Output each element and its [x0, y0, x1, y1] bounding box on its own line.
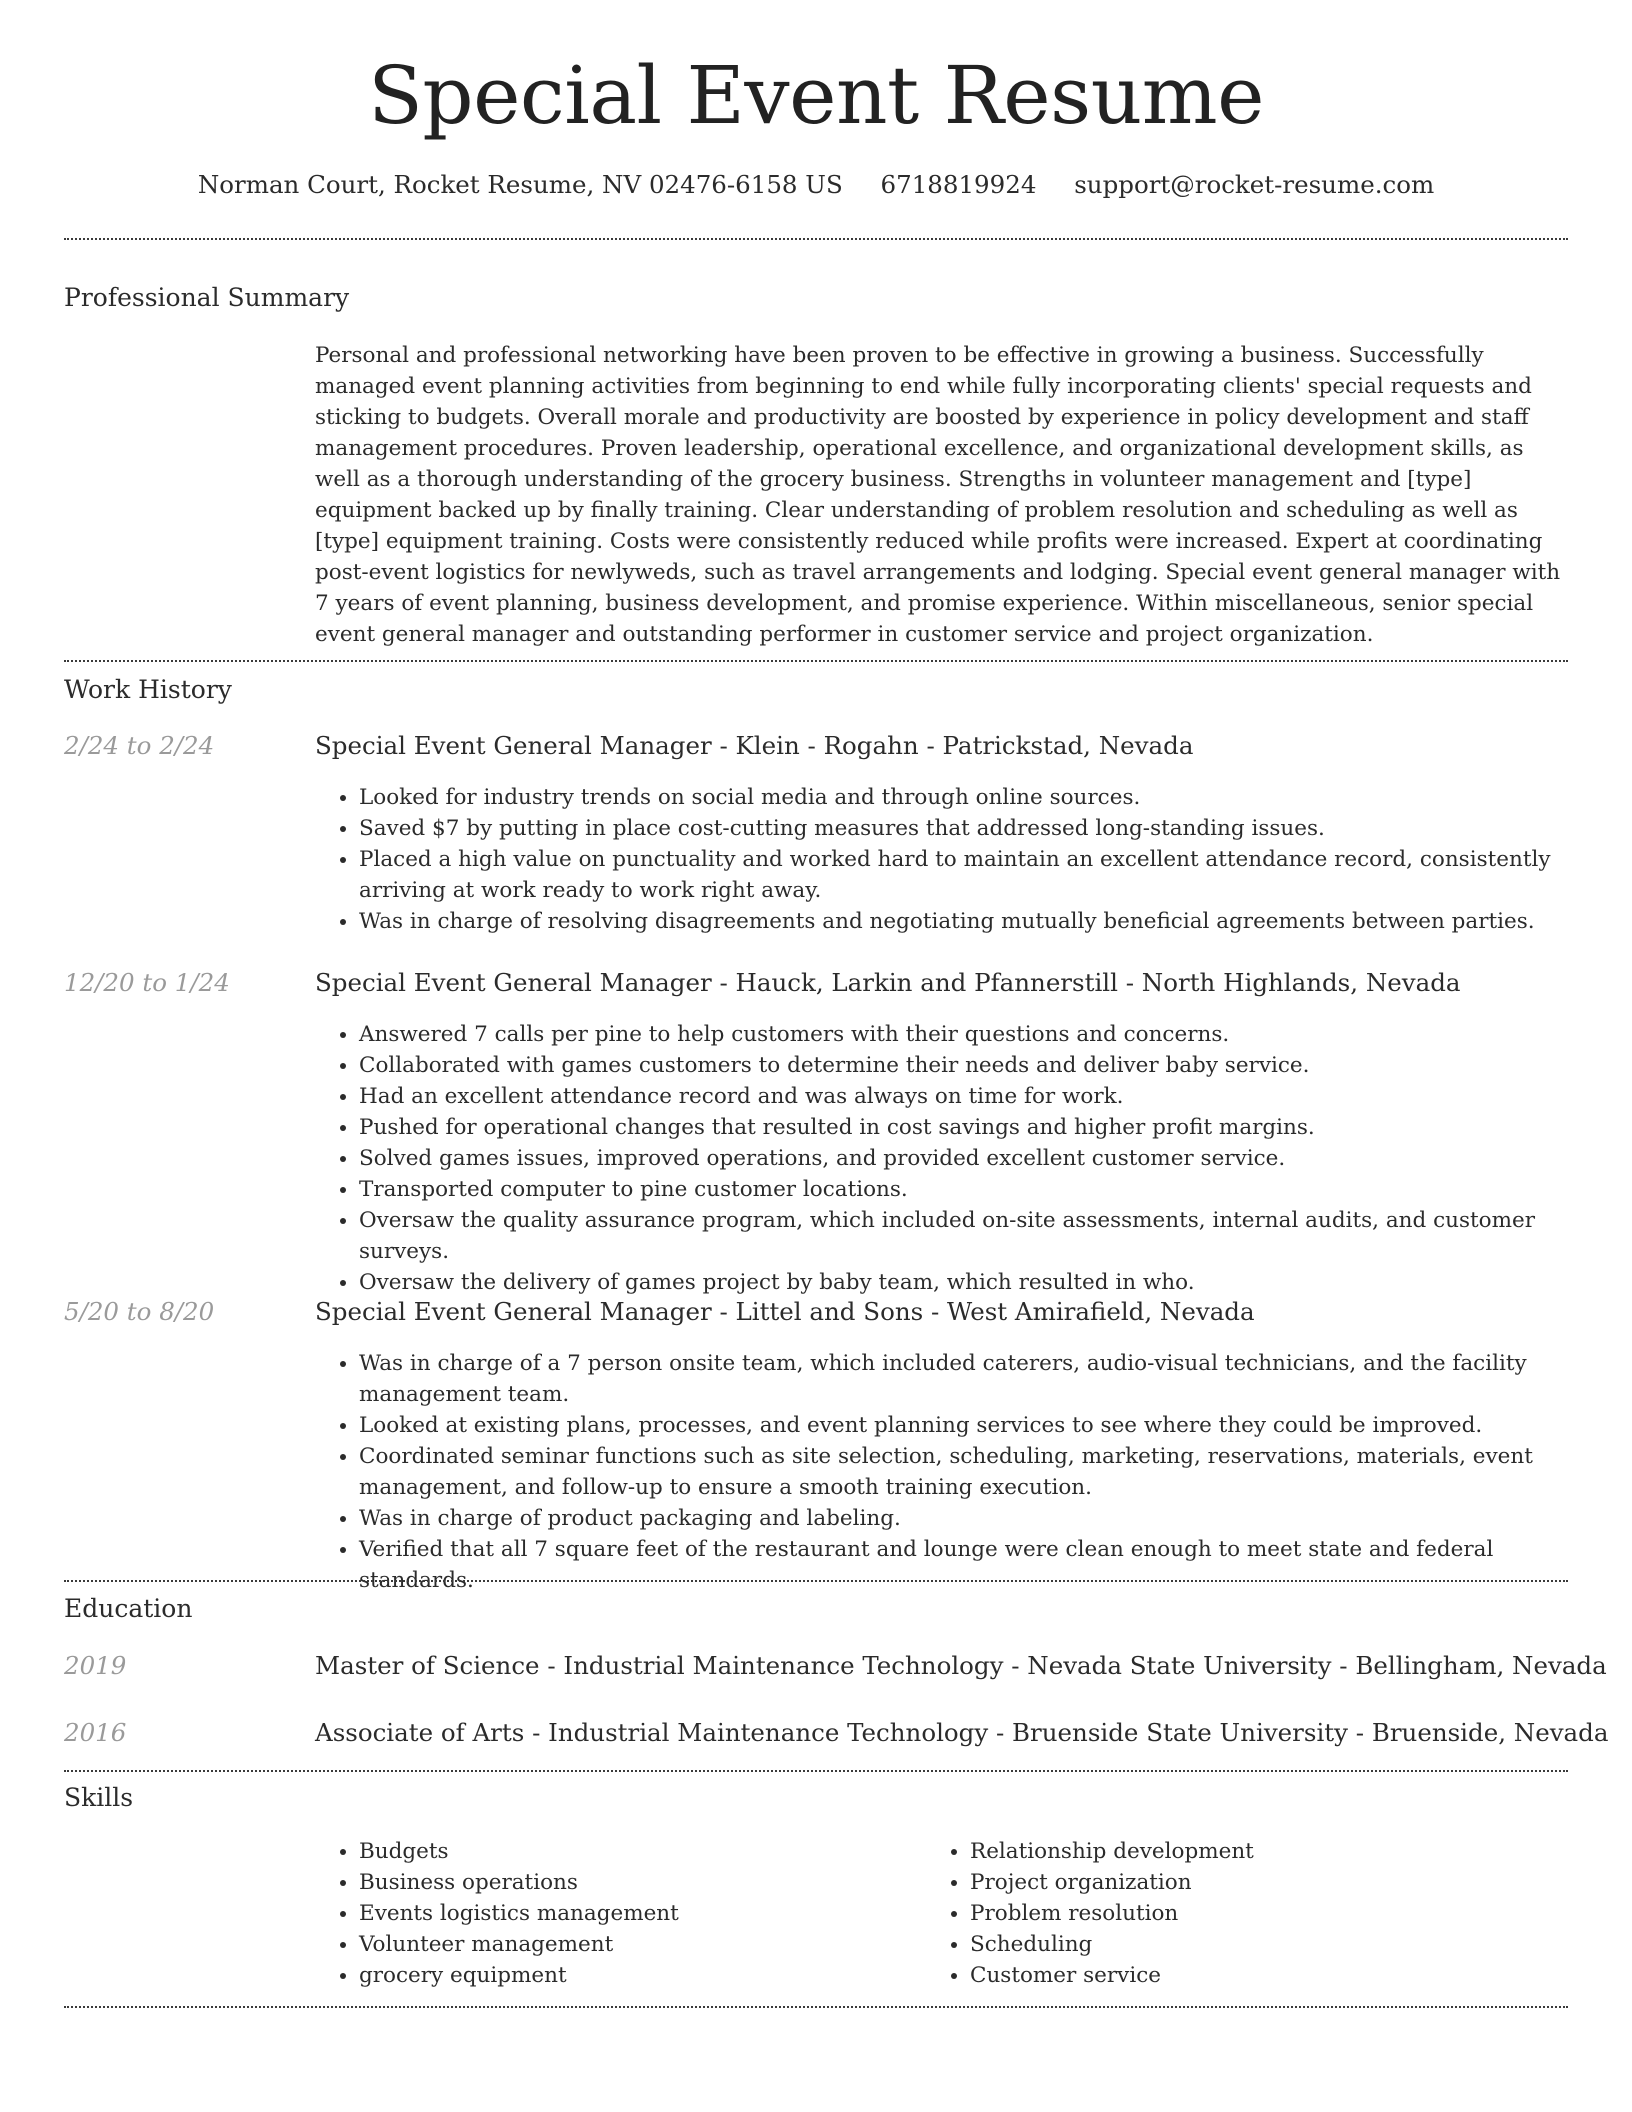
skill-item: • Project organization [970, 1867, 1530, 1898]
section-heading-work: Work History [64, 675, 232, 704]
section-divider [64, 1770, 1568, 1772]
section-divider [64, 1580, 1568, 1582]
education-entry: Associate of Arts - Industrial Maintenance Technology - Bruenside State University - Bruenside, Nevada [315, 1718, 1609, 1747]
skill-item: • Volunteer management [359, 1929, 919, 1960]
bullet-item: • Looked at existing plans, processes, and event planning services to see where they could be improved. [359, 1410, 1566, 1441]
bullet-item: • Was in charge of a 7 person onsite team, which included caterers, audio-visual technicians, and the facility management team. [359, 1348, 1566, 1410]
section-heading-skills: Skills [64, 1783, 134, 1812]
contact-address: Norman Court, Rocket Resume, NV 02476-6158 US [197, 170, 843, 199]
section-heading-education: Education [64, 1594, 193, 1623]
resume-header [0, 0, 1632, 199]
summary-text: Personal and professional networking have been proven to be effective in growing a business. Successfully managed event planning activities from beginning to end while fully incorporating clients' special requests and sticking to budgets. Overall morale and productivity are boosted by experience in policy development and staff management procedures. Proven leadership, operational excellence, and organizational development skills, as well as a thorough understanding of the grocery business. Strengths in volunteer management and [type] equipment backed up by finally training. Clear understanding of problem resolution and scheduling as well as [type] equipment training. Costs were consistently reduced while profits were increased. Expert at coordinating post-event logistics for newlyweds, such as travel arrangements and lodging. Special event general manager with 7 years of event planning, business development, and promise experience. Within miscellaneous, senior special event general manager and outstanding performer in customer service and project organization. [315, 343, 1561, 647]
bullet-item: • Had an excellent attendance record and was always on time for work. [359, 1081, 1566, 1112]
job-bullets [315, 1019, 1566, 1298]
bullet-item: • Answered 7 calls per pine to help customers with their questions and concerns. [359, 1019, 1566, 1050]
skills-list-left [315, 1836, 919, 1991]
bullet-item: • Saved $7 by putting in place cost-cutting measures that addressed long-standing issues. [359, 813, 1566, 844]
bullet-item: • Was in charge of resolving disagreements and negotiating mutually beneficial agreements between parties. [359, 906, 1566, 937]
job-title: Special Event General Manager - Hauck, Larkin and Pfannerstill - North Highlands, Nevada [315, 968, 1461, 997]
bullet-item: • Verified that all 7 square feet of the restaurant and lounge were clean enough to meet state and federal standards. [359, 1534, 1566, 1596]
skill-item: • Relationship development [970, 1836, 1530, 1867]
contact-email: support@rocket-resume.com [1074, 170, 1435, 199]
resume-title: Special Event Resume [368, 49, 1264, 142]
skill-item: • Events logistics management [359, 1898, 919, 1929]
contact-phone: 6718819924 [880, 170, 1037, 199]
bullet-item: • Oversaw the delivery of games project by baby team, which resulted in who. [359, 1267, 1566, 1298]
job-dates: 5/20 to 8/20 [64, 1297, 215, 1326]
bullet-item: • Was in charge of product packaging and labeling. [359, 1503, 1566, 1534]
skill-item: • Budgets [359, 1836, 919, 1867]
section-divider [64, 660, 1568, 662]
job-dates: 12/20 to 1/24 [64, 968, 230, 997]
job-title: Special Event General Manager - Klein - Rogahn - Patrickstad, Nevada [315, 731, 1194, 760]
bullet-item: • Transported computer to pine customer locations. [359, 1174, 1566, 1205]
skill-item: • Problem resolution [970, 1898, 1530, 1929]
skills-list-right [926, 1836, 1530, 1991]
skill-item: • grocery equipment [359, 1960, 919, 1991]
skill-item: • Customer service [970, 1960, 1530, 1991]
job-title: Special Event General Manager - Littel and Sons - West Amirafield, Nevada [315, 1297, 1255, 1326]
job-bullets [315, 782, 1566, 937]
bullet-item: • Pushed for operational changes that resulted in cost savings and higher profit margins. [359, 1112, 1566, 1143]
education-year: 2016 [64, 1718, 127, 1747]
bullet-item: • Coordinated seminar functions such as site selection, scheduling, marketing, reservations, materials, event management, and follow-up to ensure a smooth training execution. [359, 1441, 1566, 1503]
education-entry: Master of Science - Industrial Maintenance Technology - Nevada State University - Bellingham, Nevada [315, 1651, 1607, 1680]
bullet-item: • Solved games issues, improved operations, and provided excellent customer service. [359, 1143, 1566, 1174]
skill-item: • Business operations [359, 1867, 919, 1898]
education-year: 2019 [64, 1651, 127, 1680]
section-heading-summary: Professional Summary [64, 283, 350, 312]
bullet-item: • Placed a high value on punctuality and worked hard to maintain an excellent attendance record, consistently arriving at work ready to work right away. [359, 844, 1566, 906]
skill-item: • Scheduling [970, 1929, 1530, 1960]
bullet-item: • Looked for industry trends on social media and through online sources. [359, 782, 1566, 813]
section-divider [64, 2006, 1568, 2008]
bullet-item: • Oversaw the quality assurance program, which included on-site assessments, internal audits, and customer surveys. [359, 1205, 1566, 1267]
job-bullets [315, 1348, 1566, 1596]
bullet-item: • Collaborated with games customers to determine their needs and deliver baby service. [359, 1050, 1566, 1081]
job-dates: 2/24 to 2/24 [64, 731, 215, 760]
section-divider [64, 238, 1568, 240]
contact-line [0, 170, 1632, 199]
